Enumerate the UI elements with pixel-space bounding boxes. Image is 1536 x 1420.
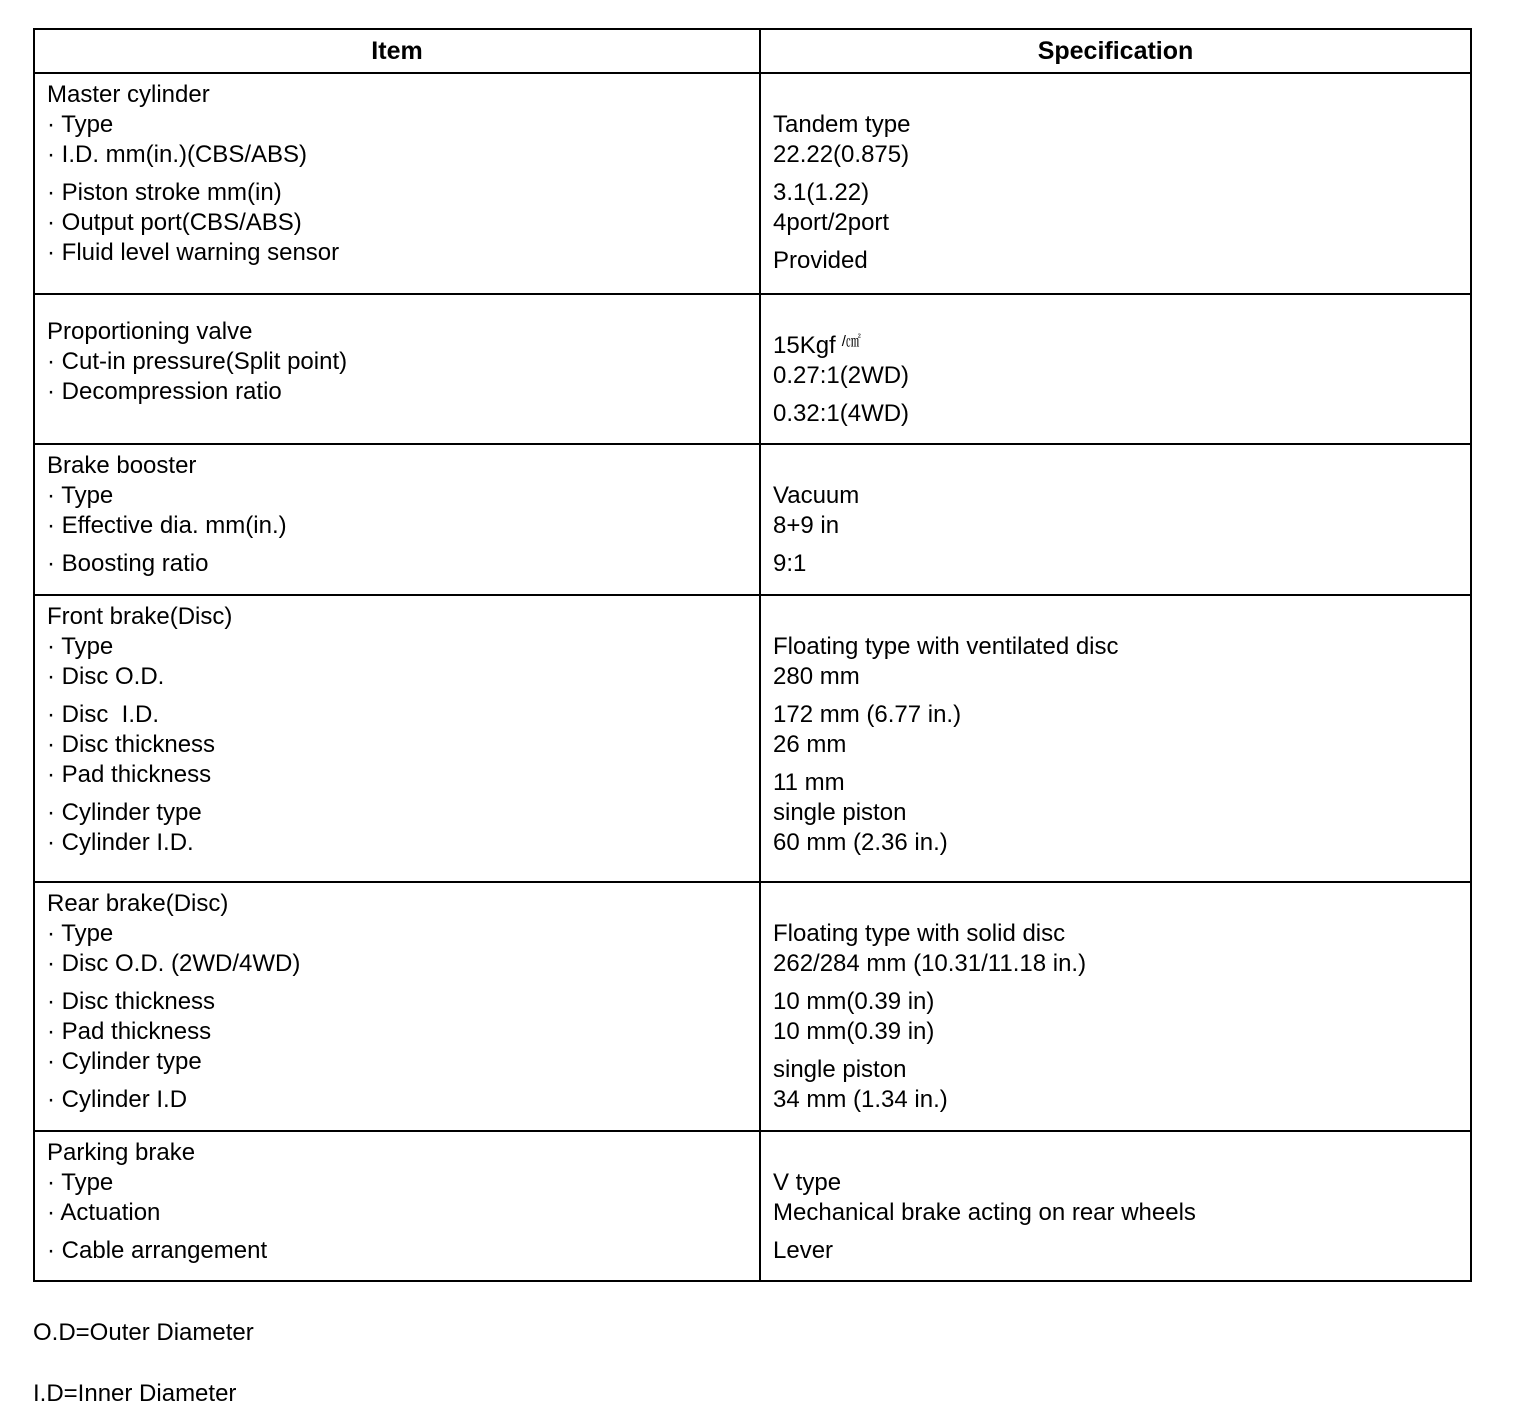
- spec-value: 26 mm: [773, 731, 847, 758]
- item-label: · Pad thickness: [47, 1018, 212, 1045]
- spec-value: single piston: [773, 799, 907, 826]
- spec-value: Lever: [773, 1237, 834, 1264]
- spec-table: [33, 28, 1472, 1282]
- item-label: · Cylinder type: [47, 1048, 202, 1075]
- spec-value: [773, 331, 1458, 361]
- spec-value: 60 mm (2.36 in.): [773, 829, 948, 856]
- item-cell: [34, 73, 760, 294]
- spec-value: 8+9 in: [773, 512, 840, 539]
- spec-value: 4port/2port: [773, 209, 890, 236]
- item-cell: [34, 882, 760, 1131]
- spec-value: 262/284 mm (10.31/11.18 in.): [773, 950, 1087, 977]
- section-row-parking-brake: [34, 1131, 1471, 1281]
- spec-value: Floating type with solid disc: [773, 920, 1066, 947]
- section-row-brake-booster: [34, 444, 1471, 595]
- item-cell: [34, 1131, 760, 1281]
- spec-value: 9:1: [773, 550, 807, 577]
- item-label: · Type: [47, 1169, 114, 1196]
- spec-value: 34 mm (1.34 in.): [773, 1086, 948, 1113]
- item-cell: [34, 595, 760, 882]
- section-title: Brake booster: [47, 452, 197, 479]
- spec-value: Provided: [773, 247, 868, 274]
- section-title: Rear brake(Disc): [47, 890, 229, 917]
- header-specification: Specification: [760, 29, 1471, 73]
- section-row-rear-brake: [34, 882, 1471, 1131]
- spec-value: 0.32:1(4WD): [773, 400, 910, 427]
- item-label: · Cylinder I.D.: [47, 829, 194, 856]
- spec-value: 11 mm: [773, 769, 845, 796]
- spec-cell: [760, 1131, 1471, 1281]
- item-label: · Type: [47, 111, 114, 138]
- spec-value: Mechanical brake acting on rear wheels: [773, 1199, 1196, 1226]
- spec-value: 172 mm (6.77 in.): [773, 701, 962, 728]
- item-label: · Effective dia. mm(in.): [47, 512, 287, 539]
- item-label: · Cylinder type: [47, 799, 202, 826]
- footnote-od: O.D=Outer Diameter: [33, 1319, 254, 1346]
- item-label: · Boosting ratio: [47, 550, 209, 577]
- item-label: · Type: [47, 633, 114, 660]
- item-cell: [34, 294, 760, 444]
- section-title: Master cylinder: [47, 81, 210, 108]
- item-label: · Type: [47, 920, 114, 947]
- item-label: · Disc thickness: [47, 988, 216, 1015]
- spec-cell: [760, 595, 1471, 882]
- header-row: [34, 29, 1471, 73]
- item-cell: [34, 444, 760, 595]
- item-label: · Actuation: [47, 1199, 161, 1226]
- spec-value: Floating type with ventilated disc: [773, 633, 1119, 660]
- section-title: Parking brake: [47, 1139, 196, 1166]
- section-row-proportioning-valve: [34, 294, 1471, 444]
- item-label: · I.D. mm(in.)(CBS/ABS): [47, 141, 308, 168]
- spec-value-number: 15Kgf: [773, 332, 836, 359]
- spec-cell: [760, 444, 1471, 595]
- item-label: · Disc O.D.: [47, 663, 165, 690]
- spec-value: V type: [773, 1169, 842, 1196]
- item-label: · Decompression ratio: [47, 378, 282, 405]
- spec-cell: [760, 294, 1471, 444]
- item-label: · Disc I.D.: [47, 701, 159, 728]
- spec-value: 10 mm(0.39 in): [773, 1018, 935, 1045]
- item-label: · Disc thickness: [47, 731, 216, 758]
- spec-cell: [760, 73, 1471, 294]
- item-label: · Piston stroke mm(in): [47, 179, 282, 206]
- item-label: · Output port(CBS/ABS): [47, 209, 302, 236]
- header-item: Item: [34, 29, 760, 73]
- spec-value: 280 mm: [773, 663, 860, 690]
- spec-value: 3.1(1.22): [773, 179, 870, 206]
- item-label: · Disc O.D. (2WD/4WD): [47, 950, 301, 977]
- unit-label: /㎠: [841, 333, 861, 350]
- item-label: · Cut-in pressure(Split point): [47, 348, 348, 375]
- item-label: · Pad thickness: [47, 761, 212, 788]
- spec-value: Tandem type: [773, 111, 911, 138]
- item-label: · Fluid level warning sensor: [47, 239, 340, 266]
- section-title: Front brake(Disc): [47, 603, 233, 630]
- section-row-master-cylinder: [34, 73, 1471, 294]
- spec-value: 10 mm(0.39 in): [773, 988, 935, 1015]
- item-label: · Cable arrangement: [47, 1237, 268, 1264]
- spec-value: Vacuum: [773, 482, 860, 509]
- spec-value: 0.27:1(2WD): [773, 362, 910, 389]
- section-row-front-brake: [34, 595, 1471, 882]
- spec-value: single piston: [773, 1056, 907, 1083]
- item-label: · Cylinder I.D: [47, 1086, 188, 1113]
- item-label: · Type: [47, 482, 114, 509]
- spec-value: 22.22(0.875): [773, 141, 910, 168]
- footnote-id: I.D=Inner Diameter: [33, 1380, 237, 1407]
- section-title: Proportioning valve: [47, 318, 253, 345]
- spec-cell: [760, 882, 1471, 1131]
